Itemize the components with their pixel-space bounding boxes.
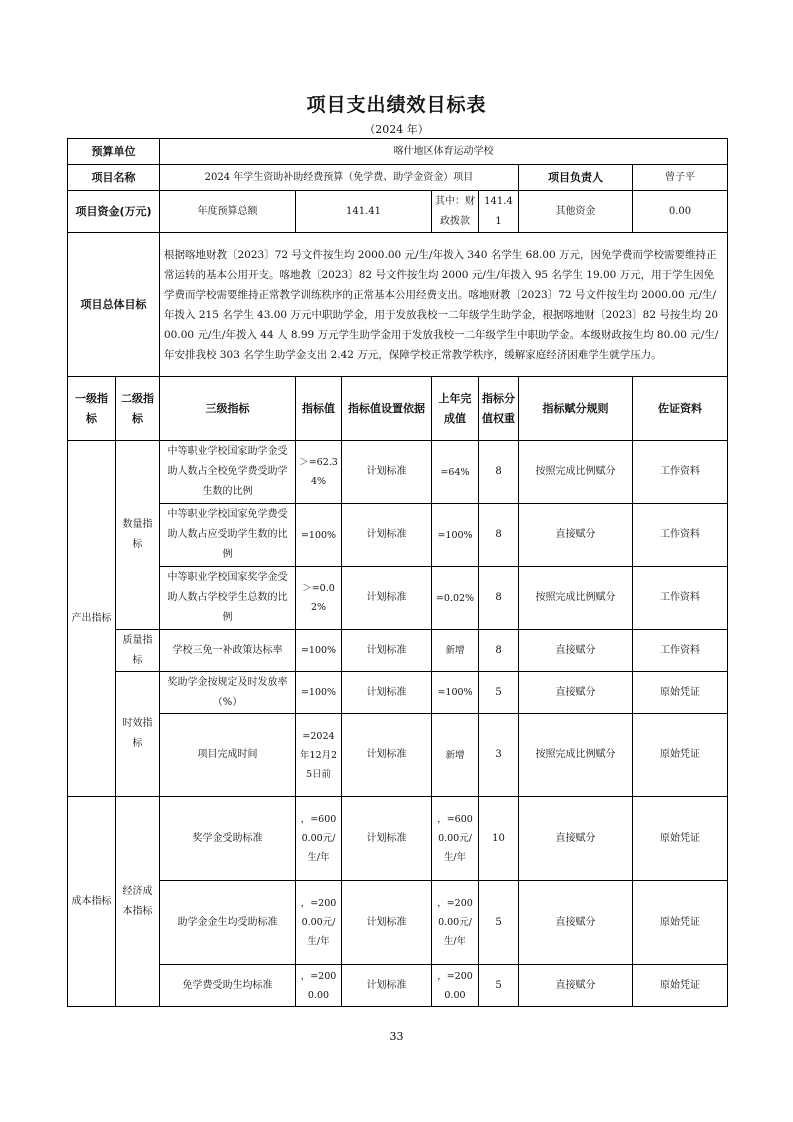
indicator-name: 免学费受助生均标准: [160, 965, 296, 1007]
group-quantity: 数量指标: [116, 441, 160, 630]
indicator-evidence: 原始凭证: [633, 881, 728, 965]
indicator-name: 奖学金受助标准: [160, 797, 296, 881]
group-cost: 成本指标: [68, 797, 116, 1007]
group-quality: 质量指标: [116, 630, 160, 672]
indicator-evidence: 工作资料: [633, 567, 728, 630]
indicator-name: 助学金金生均受助标准: [160, 881, 296, 965]
indicator-evidence: 原始凭证: [633, 672, 728, 714]
row-budget-unit: [68, 139, 728, 165]
indicator-value: ，=2000.00元/生/年: [296, 881, 342, 965]
indicator-value: =2024年12月25日前: [296, 714, 342, 797]
leader-label: 项目负责人: [519, 165, 633, 191]
indicator-name: 项目完成时间: [160, 714, 296, 797]
indicator-basis: 计划标准: [342, 881, 432, 965]
page-number: 33: [389, 1030, 404, 1043]
indicator-value: ，=2000.00: [296, 965, 342, 1007]
indicator-last-year: =100%: [432, 504, 479, 567]
indicator-basis: 计划标准: [342, 567, 432, 630]
fiscal-label: 其中：财政拨款: [432, 191, 479, 233]
indicator-evidence: 原始凭证: [633, 797, 728, 881]
indicator-rule: 直接赋分: [519, 881, 633, 965]
indicator-last-year: ，=2000.00: [432, 965, 479, 1007]
project-name-value: 2024 年学生资助补助经费预算（免学费、助学金资金）项目: [160, 165, 519, 191]
indicator-last-year: 新增: [432, 630, 479, 672]
funds-label: 项目资金(万元): [68, 191, 160, 233]
indicator-basis: 计划标准: [342, 630, 432, 672]
header-evidence: 佐证资料: [633, 377, 728, 441]
row-project-name: [68, 165, 728, 191]
indicator-last-year: ，=6000.00元/生/年: [432, 797, 479, 881]
header-level1: 一级指标: [68, 377, 116, 441]
header-value: 指标值: [296, 377, 342, 441]
table-row: [68, 630, 728, 672]
header-rule: 指标赋分规则: [519, 377, 633, 441]
indicator-name: 中等职业学校国家助学金受助人数占全校免学费受助学生数的比例: [160, 441, 296, 504]
indicator-name: 中等职业学校国家奖学金受助人数占学校学生总数的比例: [160, 567, 296, 630]
indicator-rule: 按照完成比例赋分: [519, 441, 633, 504]
annual-total-label: 年度预算总额: [160, 191, 296, 233]
indicator-value: ，=6000.00元/生/年: [296, 797, 342, 881]
group-output: 产出指标: [68, 441, 116, 797]
indicator-weight: 8: [479, 504, 519, 567]
table-row: [68, 567, 728, 630]
indicator-value: ＞=62.34%: [296, 441, 342, 504]
indicator-weight: 5: [479, 881, 519, 965]
indicator-rule: 按照完成比例赋分: [519, 567, 633, 630]
indicator-weight: 5: [479, 965, 519, 1007]
header-basis: 指标值设置依据: [342, 377, 432, 441]
row-headers: [68, 377, 728, 441]
indicator-value: =100%: [296, 630, 342, 672]
leader-value: 曾子平: [633, 165, 728, 191]
other-funds-label: 其他资金: [519, 191, 633, 233]
indicator-evidence: 原始凭证: [633, 714, 728, 797]
indicator-evidence: 工作资料: [633, 441, 728, 504]
table-row: [68, 965, 728, 1007]
indicator-weight: 8: [479, 567, 519, 630]
indicator-weight: 10: [479, 797, 519, 881]
indicator-weight: 5: [479, 672, 519, 714]
project-name-label: 项目名称: [68, 165, 160, 191]
indicator-basis: 计划标准: [342, 672, 432, 714]
page-title: 项目支出绩效目标表: [306, 94, 487, 116]
indicator-rule: 直接赋分: [519, 797, 633, 881]
indicator-last-year: 新增: [432, 714, 479, 797]
group-economic-cost: 经济成本指标: [116, 797, 160, 1007]
indicator-evidence: 工作资料: [633, 630, 728, 672]
indicator-basis: 计划标准: [342, 965, 432, 1007]
header-weight: 指标分值权重: [479, 377, 519, 441]
indicator-value: =100%: [296, 504, 342, 567]
header-level2: 二级指标: [116, 377, 160, 441]
indicator-value: =100%: [296, 672, 342, 714]
indicator-basis: 计划标准: [342, 504, 432, 567]
indicator-name: 奖助学金按规定及时发放率（%）: [160, 672, 296, 714]
annual-total-value: 141.41: [296, 191, 432, 233]
budget-unit-label: 预算单位: [68, 139, 160, 165]
indicator-last-year: =100%: [432, 672, 479, 714]
indicator-name: 学校三免一补政策达标率: [160, 630, 296, 672]
indicator-name: 中等职业学校国家免学费受助人数占应受助学生数的比例: [160, 504, 296, 567]
row-overall-goal: [68, 233, 728, 377]
group-timeliness: 时效指标: [116, 672, 160, 797]
indicator-rule: 直接赋分: [519, 504, 633, 567]
indicator-basis: 计划标准: [342, 714, 432, 797]
performance-target-table: [67, 138, 728, 1007]
other-funds-value: 0.00: [633, 191, 728, 233]
indicator-value: ＞=0.02%: [296, 567, 342, 630]
indicator-rule: 直接赋分: [519, 672, 633, 714]
indicator-last-year: =64%: [432, 441, 479, 504]
indicator-weight: 8: [479, 630, 519, 672]
indicator-evidence: 工作资料: [633, 504, 728, 567]
indicator-rule: 按照完成比例赋分: [519, 714, 633, 797]
indicator-rule: 直接赋分: [519, 630, 633, 672]
indicator-basis: 计划标准: [342, 797, 432, 881]
indicator-last-year: ，=2000.00元/生/年: [432, 881, 479, 965]
goal-text: 根据喀地财教〔2023〕72 号文件按生均 2000.00 元/生/年拨入 340 名学生 68.00 万元，因免学费而学校需要维持正常运转的基本公用开支。喀地教〔2023〕82 号文件按生均 2000 元/生/年拨入 95 名学生 19.00 万元，用于学生因免学费而学校需要维持正常教学训练秩序的正常基本公用经费支出。喀地财教〔2023〕72 号文件按生均 2000.00 元/生/年拨入 215 名学生 43.00 万元中职助学金，用于发放我校一二年级学生助学金，根据喀地财〔2023〕82 号按生均 2000.00 元/生/年拨入 44 人 8.99 万元学生助学金用于发放我校一二年级学生中职助学金。本级财政按生均 80.00 元/生/年安排我校 303 名学生助学金支出 2.42 万元，保障学校正常教学秩序，缓解家庭经济困难学生就学压力。: [160, 233, 728, 377]
indicator-basis: 计划标准: [342, 441, 432, 504]
indicator-last-year: =0.02%: [432, 567, 479, 630]
table-row: [68, 504, 728, 567]
header-last-year: 上年完成值: [432, 377, 479, 441]
indicator-rule: 直接赋分: [519, 965, 633, 1007]
goal-label: 项目总体目标: [68, 233, 160, 377]
table-row: [68, 881, 728, 965]
table-row: [68, 672, 728, 714]
indicator-evidence: 原始凭证: [633, 965, 728, 1007]
table-row: [68, 441, 728, 504]
indicator-weight: 8: [479, 441, 519, 504]
budget-unit-value: 喀什地区体育运动学校: [160, 139, 728, 165]
header-level3: 三级指标: [160, 377, 296, 441]
table-row: [68, 797, 728, 881]
fiscal-value: 141.41: [479, 191, 519, 233]
row-project-funds: [68, 191, 728, 233]
table-row: [68, 714, 728, 797]
indicator-weight: 3: [479, 714, 519, 797]
year-subtitle: （2024 年）: [364, 123, 429, 136]
